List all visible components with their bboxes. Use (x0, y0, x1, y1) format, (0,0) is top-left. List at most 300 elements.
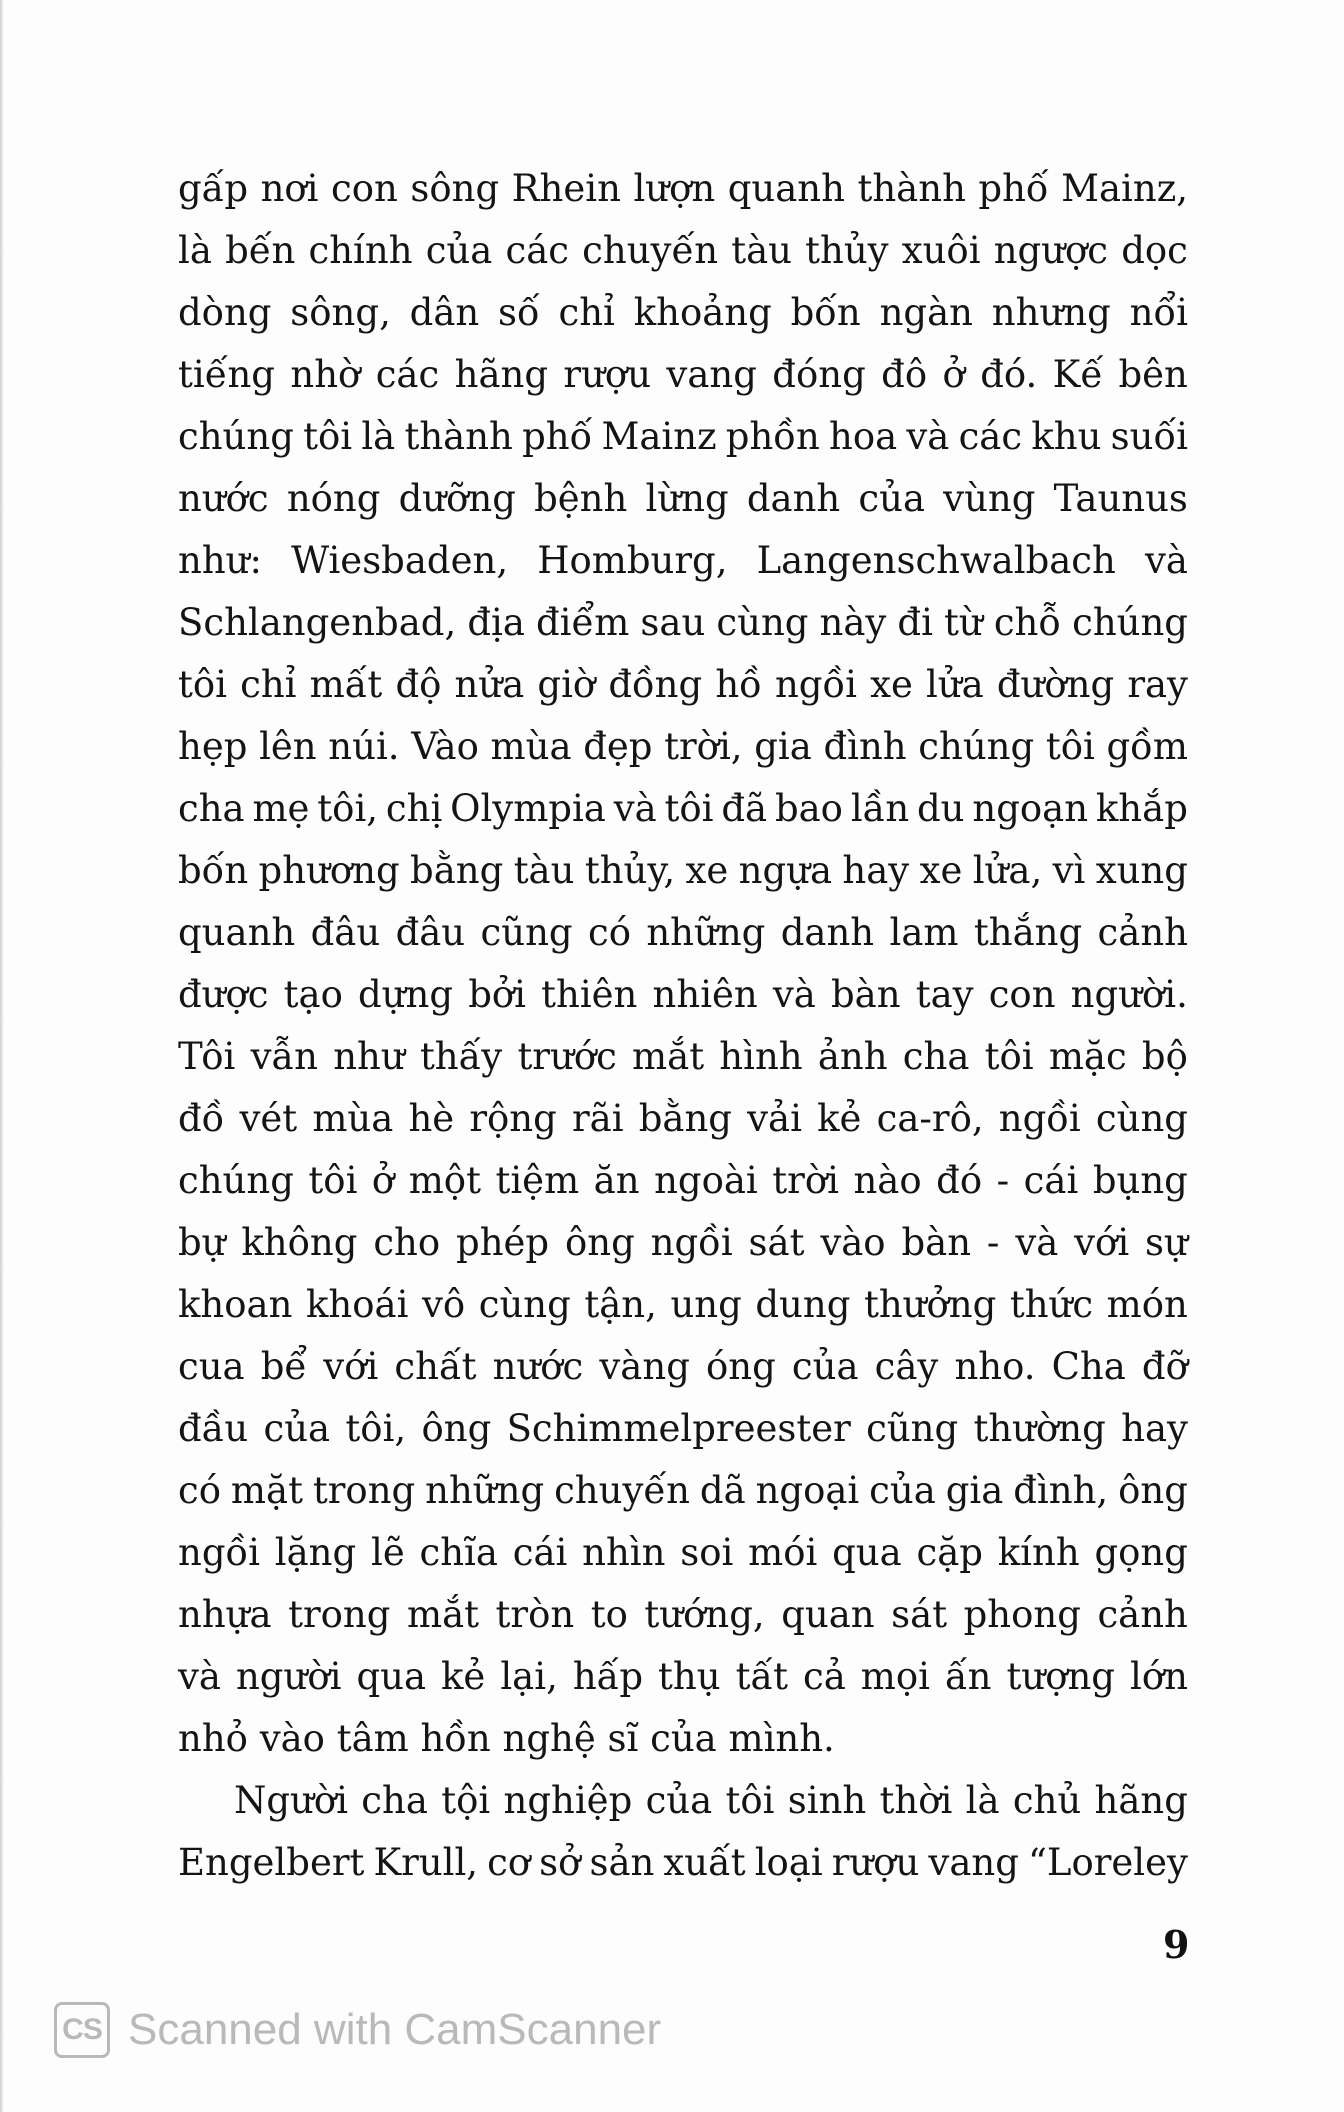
word: đâu (395, 911, 466, 954)
text-line (178, 1460, 1188, 1522)
word: ngồi (178, 1531, 260, 1574)
word: loại (754, 1841, 823, 1884)
word: phong (963, 1593, 1081, 1636)
word: rãi (571, 1097, 624, 1140)
word: cũng (866, 1407, 959, 1450)
text-line (178, 1398, 1188, 1460)
word: những (646, 911, 766, 954)
word: vải (747, 1097, 802, 1140)
word: chị (385, 787, 443, 830)
word: rượu (563, 353, 652, 396)
word: óng (706, 1345, 776, 1388)
word: qua (356, 1655, 427, 1698)
text-line (178, 964, 1188, 1026)
word: vàng (599, 1345, 690, 1388)
word: vô (421, 1283, 466, 1326)
word: đã (721, 787, 768, 830)
word: sát (748, 1221, 805, 1264)
camscanner-watermark (54, 2002, 661, 2058)
word: cho (373, 1221, 441, 1264)
word: cái (512, 1531, 568, 1574)
word: gọng (1094, 1531, 1188, 1574)
word: mất (309, 663, 383, 706)
word: những (425, 1469, 545, 1512)
word: tôi (178, 663, 227, 706)
word: xe (685, 849, 729, 892)
word: dân (409, 291, 480, 334)
word: cả (803, 1655, 846, 1698)
word: ăn (593, 1159, 640, 1202)
word: bộ (1141, 1035, 1188, 1078)
word: Langenschwalbach (756, 539, 1116, 582)
word: ca-rô, (876, 1097, 984, 1140)
text-line (178, 1088, 1188, 1150)
word: vét (239, 1097, 298, 1140)
word: chỉ (558, 291, 615, 334)
word: đẹp (583, 725, 653, 768)
paragraph-start-line (178, 1770, 1188, 1832)
word: đô (881, 353, 928, 396)
word: to (590, 1593, 628, 1636)
word: các (375, 353, 440, 396)
word: ngoài (654, 1159, 758, 1202)
text-line (178, 530, 1188, 592)
word: sở (539, 1841, 581, 1884)
word: quanh (178, 911, 296, 954)
word: ở (942, 353, 965, 396)
word: danh (780, 911, 875, 954)
word: nửa (454, 663, 525, 706)
word: núi. (328, 725, 400, 768)
word: và (906, 415, 950, 458)
page-edge-shadow (0, 0, 4, 2112)
word: xuất (663, 1841, 746, 1884)
word: Người (234, 1779, 348, 1822)
word: kính (997, 1531, 1080, 1574)
word: chúng (178, 415, 294, 458)
word: cái (1023, 1159, 1079, 1202)
word: khu (1031, 415, 1102, 458)
text-line (178, 406, 1188, 468)
word: ngồi (998, 1097, 1081, 1140)
word: nghiệp (503, 1779, 633, 1822)
word: bự (178, 1221, 226, 1264)
word: đóng (772, 353, 866, 396)
word: điểm (535, 601, 630, 644)
paragraph-end-line: nhỏ vào tâm hồn nghệ sĩ của mình. (178, 1717, 835, 1760)
word: đâu (310, 911, 381, 954)
word: gồm (1106, 725, 1188, 768)
word: cũng (480, 911, 573, 954)
word: chúng (1072, 601, 1188, 644)
word: ngoại (755, 1469, 860, 1512)
word: nhìn (582, 1531, 666, 1574)
word: bể (260, 1345, 308, 1388)
word: đình, (1013, 1469, 1109, 1512)
word: cùng (716, 601, 809, 644)
word: chúng (918, 725, 1035, 768)
word: thấy (419, 1035, 503, 1078)
text-line (178, 1212, 1188, 1274)
word: ngồi (774, 663, 857, 706)
word: Mainz (601, 415, 717, 458)
word: sau (640, 601, 706, 644)
word: Olympia (450, 787, 606, 830)
text-line (178, 716, 1188, 778)
word: xe (870, 663, 913, 706)
word: ray (1127, 663, 1188, 706)
word: đồ (178, 1097, 225, 1140)
word: sông, (290, 291, 391, 334)
word: trời (772, 1159, 839, 1202)
word: hè (408, 1097, 455, 1140)
word: đi (897, 601, 933, 644)
word: lừng (645, 477, 729, 520)
word: đình (823, 725, 907, 768)
word: mùa (312, 1097, 394, 1140)
word: ngoạn (972, 787, 1089, 830)
word: sinh (787, 1779, 867, 1822)
word: Cha (1051, 1345, 1126, 1388)
word: là (965, 1779, 1000, 1822)
word: tôi (984, 1035, 1034, 1078)
word: trước (517, 1035, 617, 1078)
word: Engelbert (178, 1841, 365, 1884)
word: với (323, 1345, 379, 1388)
text-line (178, 1522, 1188, 1584)
word: lặng (274, 1531, 357, 1574)
word: mắt (632, 1035, 705, 1078)
word: cùng (1095, 1097, 1188, 1140)
word: nho. (954, 1345, 1036, 1388)
word: tôi, (345, 1407, 407, 1450)
text-line (178, 1026, 1188, 1088)
word: tàu (731, 229, 792, 272)
word: món (1106, 1283, 1188, 1326)
word: khoái (305, 1283, 409, 1326)
word: ngựa (738, 849, 833, 892)
word: Schimmelpreester (506, 1407, 851, 1450)
word: cha (361, 1779, 428, 1822)
word: tiệm (495, 1159, 580, 1202)
word: đó. (980, 353, 1038, 396)
word: ngồi (650, 1221, 733, 1264)
word: danh (746, 477, 841, 520)
text-line (178, 1584, 1188, 1646)
word: có (178, 1469, 221, 1512)
word: bằng (410, 849, 504, 892)
camscanner-logo-icon: CS (54, 2002, 110, 2058)
word: rượu (831, 1841, 920, 1884)
word: thường (973, 1407, 1106, 1450)
word: nước (492, 1345, 584, 1388)
word: Vào (411, 725, 479, 768)
word: tội (441, 1779, 491, 1822)
word: cơ (487, 1841, 531, 1884)
text-line (178, 1832, 1188, 1894)
text-line (178, 840, 1188, 902)
word: tôi (664, 787, 714, 830)
word: hãng (1094, 1779, 1188, 1822)
word: sản (589, 1841, 655, 1884)
word: bên (1118, 353, 1188, 396)
word: với (1074, 1221, 1130, 1264)
text-line (178, 1274, 1188, 1336)
word: thời (879, 1779, 953, 1822)
watermark-text: Scanned with CamScanner (128, 2005, 662, 2054)
word: Kế (1052, 353, 1104, 396)
body-text (178, 158, 1188, 1894)
word: vang (928, 1841, 1019, 1884)
word: nơi (260, 167, 319, 210)
word: ông (565, 1221, 635, 1264)
word: đồng (608, 663, 703, 706)
word: xe (919, 849, 963, 892)
word: ung (670, 1283, 742, 1326)
word: số (498, 291, 540, 334)
word: hình (719, 1035, 803, 1078)
word: dưỡng (398, 477, 516, 520)
word: mặt (230, 1469, 303, 1512)
word: thưởng (863, 1283, 997, 1326)
word: lửa (925, 663, 984, 706)
word: như: (178, 539, 262, 582)
word: có (587, 911, 631, 954)
page-number: 9 (1163, 1922, 1190, 1967)
word: độ (395, 663, 442, 706)
text-line (178, 1336, 1188, 1398)
word: - (996, 1159, 1010, 1202)
word: quan (781, 1593, 875, 1636)
word: dòng (178, 291, 272, 334)
word: nào (853, 1159, 922, 1202)
word: nhựa (178, 1593, 272, 1636)
text-line (178, 158, 1188, 220)
word: bàn (901, 1221, 972, 1264)
word: ông (421, 1407, 492, 1450)
word: hoa (829, 415, 898, 458)
word: chúng (178, 1159, 294, 1202)
word: lửa, (972, 849, 1043, 892)
word: của (858, 477, 926, 520)
word: Rhein (511, 167, 621, 210)
word: đường (996, 663, 1115, 706)
word: khoan (178, 1283, 293, 1326)
word: thắng (973, 911, 1083, 954)
word: giờ (537, 663, 596, 706)
word: tôi (303, 415, 353, 458)
word: sông (410, 167, 500, 210)
word: con (988, 973, 1056, 1016)
word: sát (891, 1593, 948, 1636)
word: hãng (454, 353, 549, 396)
word: Homburg, (537, 539, 728, 582)
word: chỉ (240, 663, 297, 706)
word: thụ (658, 1655, 721, 1698)
word: nhưng (991, 291, 1111, 334)
word: đó (936, 1159, 983, 1202)
word: chủ (1012, 1779, 1082, 1822)
word: và (772, 973, 816, 1016)
word: chính (308, 229, 413, 272)
word: chất (394, 1345, 477, 1388)
word: tạo (283, 973, 343, 1016)
word: xung (1095, 849, 1188, 892)
word: Krull, (373, 1841, 479, 1884)
word: dựng (358, 973, 454, 1016)
word: bệnh (534, 477, 628, 520)
word: - (986, 1221, 1000, 1264)
word: bốn (790, 291, 861, 334)
word: bởi (468, 973, 526, 1016)
word: một (408, 1159, 481, 1202)
word: gia (945, 1469, 1004, 1512)
word: hấp (572, 1655, 644, 1698)
word: nhiên (652, 973, 758, 1016)
word: của (263, 1407, 331, 1450)
word: thiên (541, 973, 638, 1016)
word: tôi (308, 1159, 358, 1202)
word: lên (259, 725, 317, 768)
word: phép (456, 1221, 550, 1264)
word: nổi (1129, 291, 1188, 334)
word: vẫn (250, 1035, 318, 1078)
word: tàu (513, 849, 575, 892)
word: từ (944, 601, 983, 644)
text-line (178, 778, 1188, 840)
word: người. (1070, 973, 1188, 1016)
text-line (178, 468, 1188, 530)
word: du (917, 787, 965, 830)
word: Wiesbaden, (291, 539, 509, 582)
word: tôi, (317, 787, 379, 830)
word: mùa (490, 725, 572, 768)
text-line (178, 592, 1188, 654)
word: ảnh (817, 1035, 888, 1078)
word: của (425, 229, 493, 272)
word: không (241, 1221, 358, 1264)
word: ấn (944, 1655, 992, 1698)
word: này (819, 601, 887, 644)
word: là (361, 415, 396, 458)
word: là (178, 229, 212, 272)
word: tròn (495, 1593, 575, 1636)
word: tôi (725, 1779, 775, 1822)
word: kẻ (817, 1097, 862, 1140)
word: gấp (178, 167, 249, 210)
word: ở (371, 1159, 395, 1202)
word: con (331, 167, 398, 210)
word: ngược (993, 229, 1109, 272)
word: dã (699, 1469, 746, 1512)
word: Schlangenbad, (178, 601, 457, 644)
word: nóng (286, 477, 381, 520)
word: lại, (500, 1655, 558, 1698)
word: lần (850, 787, 910, 830)
word: mặc (1048, 1035, 1127, 1078)
word: bến (225, 229, 296, 272)
word: chuyến (554, 1469, 690, 1512)
word: cha (902, 1035, 970, 1078)
word: người (235, 1655, 342, 1698)
word: thủy (805, 229, 889, 272)
word: trong (312, 1469, 416, 1512)
word: quanh (727, 167, 845, 210)
word: tận, (584, 1283, 657, 1326)
word: và (1144, 539, 1188, 582)
word: bằng (638, 1097, 732, 1140)
word: cảnh (1097, 911, 1188, 954)
word: soi (680, 1531, 734, 1574)
word: ông (1118, 1469, 1188, 1512)
word: tôi (1045, 725, 1095, 768)
word: vùng (943, 477, 1036, 520)
word: mắt (406, 1593, 479, 1636)
text-line (178, 220, 1188, 282)
word: lẽ (370, 1531, 405, 1574)
word: bụng (1092, 1159, 1188, 1202)
word: hồ (715, 663, 762, 706)
word: khoảng (633, 291, 772, 334)
text-line (178, 282, 1188, 344)
word: ngàn (879, 291, 973, 334)
word: thức (1009, 1283, 1094, 1326)
word: cha (178, 787, 245, 830)
word: thành (404, 415, 513, 458)
word: đầu (178, 1407, 249, 1450)
word: lam (889, 911, 959, 954)
word: tay (915, 973, 974, 1016)
word: vì (1052, 849, 1086, 892)
word: cây (874, 1345, 939, 1388)
word: phố (978, 167, 1049, 210)
word: thành (857, 167, 966, 210)
word: dung (755, 1283, 851, 1326)
word: Taunus (1053, 477, 1188, 520)
text-line (178, 654, 1188, 716)
word: “Loreley (1027, 1841, 1188, 1884)
text-line (178, 344, 1188, 406)
word: mọi (860, 1655, 930, 1698)
word: vào (820, 1221, 886, 1264)
word: phồn (725, 415, 820, 458)
word: bàn (831, 973, 901, 1016)
word: tiếng (178, 353, 275, 396)
word: rộng (469, 1097, 557, 1140)
word: trời, (664, 725, 743, 768)
word: bao (774, 787, 843, 830)
word: sự (1145, 1221, 1188, 1264)
word: bốn (178, 849, 249, 892)
word: cảnh (1097, 1593, 1188, 1636)
word: vang (666, 353, 757, 396)
word: khắp (1095, 787, 1188, 830)
word: cặp (916, 1531, 983, 1574)
word: lớn (1130, 1655, 1188, 1698)
word: cua (178, 1345, 245, 1388)
word: Tôi (178, 1035, 236, 1078)
word: phương (258, 849, 400, 892)
word: qua (832, 1531, 902, 1574)
word: chỗ (993, 601, 1062, 644)
word: nước (178, 477, 269, 520)
word: nhờ (290, 353, 361, 396)
word: và (178, 1655, 221, 1698)
text-line (178, 1646, 1188, 1708)
text-line (178, 1150, 1188, 1212)
word: địa (467, 601, 525, 644)
word: và (613, 787, 657, 830)
